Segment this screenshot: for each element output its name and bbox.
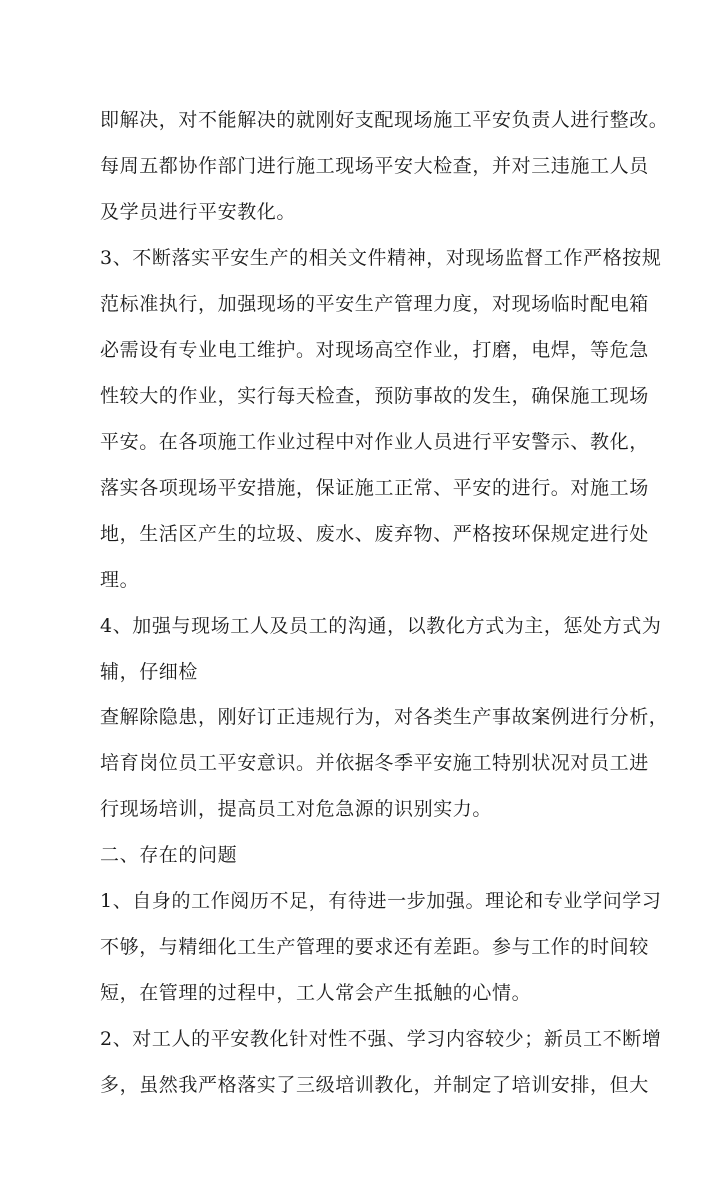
text-line: 地，生活区产生的垃圾、废水、废弃物、严格按环保规定进行处 bbox=[100, 523, 649, 545]
text-line: 即解决，对不能解决的就刚好支配现场施工平安负责人进行整改。 bbox=[100, 109, 669, 131]
text-line: 短，在管理的过程中，工人常会产生抵触的心情。 bbox=[100, 982, 532, 1004]
text-line: 必需设有专业电工维护。对现场高空作业，打磨，电焊，等危急 bbox=[100, 339, 649, 361]
text-line: 每周五都协作部门进行施工现场平安大检查，并对三违施工人员 bbox=[100, 155, 649, 177]
text-line: 落实各项现场平安措施，保证施工正常、平安的进行。对施工场 bbox=[100, 477, 649, 499]
text-line: 3、不断落实平安生产的相关文件精神，对现场监督工作严格按规 bbox=[100, 247, 662, 269]
text-line: 2、对工人的平安教化针对性不强、学习内容较少；新员工不断增 bbox=[100, 1028, 662, 1050]
text-line: 1、自身的工作阅历不足，有待进一步加强。理论和专业学问学习 bbox=[100, 890, 662, 912]
text-line: 理。 bbox=[100, 569, 140, 591]
text-line: 平安。在各项施工作业过程中对作业人员进行平安警示、教化， bbox=[100, 431, 649, 453]
text-line: 范标准执行，加强现场的平安生产管理力度，对现场临时配电箱 bbox=[100, 293, 649, 315]
text-line: 培育岗位员工平安意识。并依据冬季平安施工特别状况对员工进 bbox=[100, 752, 649, 774]
text-line: 及学员进行平安教化。 bbox=[100, 201, 297, 223]
text-line: 性较大的作业，实行每天检查，预防事故的发生，确保施工现场 bbox=[100, 385, 649, 407]
text-line: 不够，与精细化工生产管理的要求还有差距。参与工作的时间较 bbox=[100, 936, 649, 958]
text-line: 多，虽然我严格落实了三级培训教化，并制定了培训安排，但大 bbox=[100, 1074, 649, 1096]
text-line: 查解除隐患，刚好订正违规行为，对各类生产事故案例进行分析， bbox=[100, 706, 669, 728]
section-heading: 二、存在的问题 bbox=[100, 844, 238, 866]
text-line: 4、加强与现场工人及员工的沟通，以教化方式为主，惩处方式为 bbox=[100, 615, 662, 637]
text-line: 辅，仔细检 bbox=[100, 661, 199, 683]
text-line: 行现场培训，提高员工对危急源的识别实力。 bbox=[100, 798, 493, 820]
